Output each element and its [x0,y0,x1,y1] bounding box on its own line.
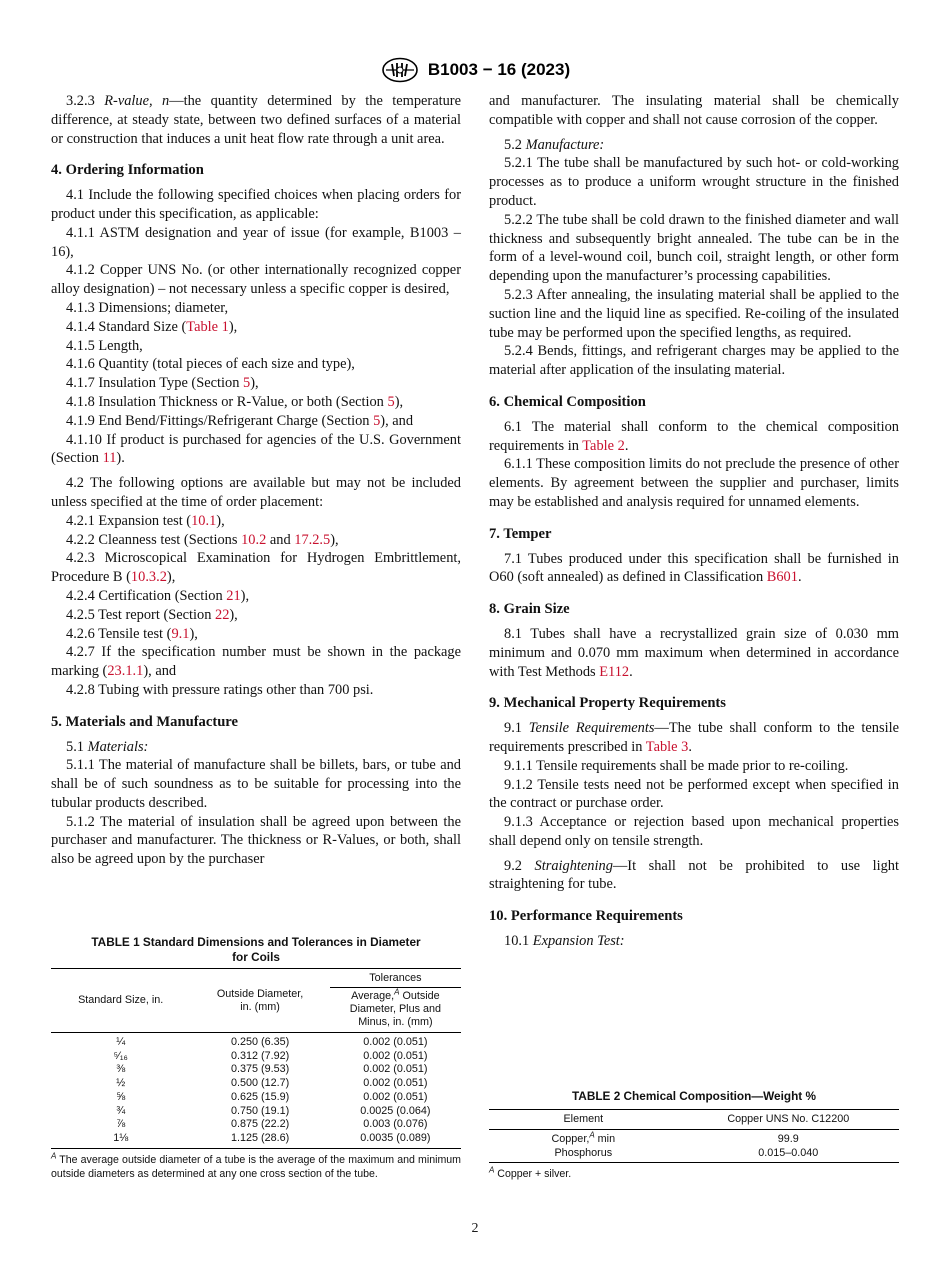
paragraph-text: and manufacturer. The insulating material shall be chemically compatible with copper and shall not cause corrosion of the copper. [489,93,899,128]
paragraph [489,136,899,155]
section-heading: 10. Performance Requirements [489,908,683,925]
paragraph-text: . [629,663,633,680]
table-2-cell-value: 0.015–0.040 [758,1146,819,1159]
table-1-title-line2: for Coils [232,950,280,964]
paragraph [489,719,899,757]
table-1-cell-tol: 0.0025 (0.064) [360,1104,431,1117]
paragraph [51,625,461,644]
table-row [489,1147,899,1163]
cross-reference-link[interactable]: 23.1.1 [107,663,144,680]
paragraph-text: 5.2.2 The tube shall be cold drawn to the finished diameter and wall thickness and subsequently bright annealed. The tube can be in the form of a level-wound coil, bunch coil, straight length, or other form depending upon the manufacturer’s processing capabilities. [489,211,899,285]
paragraph-text: 9.1.1 Tensile requirements shall be made prior to re-coiling. [504,757,849,774]
table-1-cell-od: 0.500 (12.7) [230,1077,290,1090]
section-heading: 5. Materials and Manufacture [51,713,238,730]
cross-reference-link[interactable]: E112 [599,663,630,680]
paragraph [51,412,461,431]
paragraph-text: 4.2 The following options are available but may not be included unless specified at the time of order placement: [51,475,461,510]
table-1 [51,935,461,1181]
paragraph-text: 4.2.8 Tubing with pressure ratings other than 700 psi. [66,681,374,698]
paragraph [51,337,461,356]
element-name: Phosphorus [554,1146,613,1159]
table-2-footnote-text: Copper + silver. [494,1168,572,1181]
paragraph [51,738,461,757]
paragraph [51,186,461,224]
paragraph-text: 4.1.7 Insulation Type (Section [66,375,243,392]
paragraph-text: 7.1 Tubes produced under this specification shall be furnished in O60 (soft annealed) as defined in Classification [489,550,899,586]
italic-term: Tensile Requirements [528,720,655,737]
paragraph-text: 4.2.4 Certification (Section [66,587,227,604]
table-1-title-line1: TABLE 1 Standard Dimensions and Tolerances in Diameter [91,935,421,949]
element-suffix: min [594,1133,616,1145]
cross-reference-link[interactable]: 10.2 [241,531,267,548]
paragraph-text: ), [189,625,198,642]
table-2-cell-element [489,1147,678,1163]
paragraph-text: 5.2.1 The tube shall be manufactured by such hot- or cold-working processes as to produce a uniform wrought structure in the finished product. [489,155,899,209]
paragraph [51,261,461,299]
paragraph [51,606,461,625]
paragraph-text: ), and [143,663,177,680]
paragraph [51,531,461,550]
table-1-cell-size: ¾ [116,1104,126,1117]
paragraph-text: —It shall not be prohibited to use light straightening for tube. [489,857,899,893]
section-heading: 4. Ordering Information [51,162,204,179]
paragraph-text: ), [330,531,339,548]
paragraph-text: ), [394,393,404,410]
paragraph [51,355,461,374]
paragraph-text: 9.1 [504,720,529,737]
table-2-cell-value: 99.9 [777,1133,799,1145]
paragraph [489,776,899,814]
table-1-cell-size: 1⅛ [113,1131,129,1144]
table-2-footnote-ref: A [589,1130,595,1140]
paragraph [51,813,461,869]
table-1-cell-od: 0.875 (22.2) [230,1118,290,1131]
paragraph-text: 4.1.10 If product is purchased for agencies of the U.S. Government (Section [51,431,461,467]
paragraph-text: 10.1 [504,933,533,950]
table-1-col-tolerances: Tolerances [330,969,461,988]
table-1-footnote [51,1153,461,1181]
paragraph-text: . [797,569,802,586]
paragraph-text: 4.1.3 Dimensions; diameter, [66,299,229,316]
section-heading: 8. Grain Size [489,601,570,618]
table-1-col-average-text2: Outside [399,990,440,1002]
table-1-cell-od: 0.250 (6.35) [230,1036,290,1048]
cross-reference-link[interactable]: 5 [243,375,251,392]
italic-term: Expansion Test: [532,933,625,950]
table-1-col-average-line2: Diameter, Plus and [349,1003,441,1015]
paragraph-text: ). [116,450,125,467]
cross-reference-link[interactable]: 5 [373,412,381,429]
italic-term: Manufacture: [525,136,605,153]
cross-reference-link[interactable]: 10.3.2 [130,569,167,586]
table-1-cell-od: 0.312 (7.92) [230,1049,290,1062]
section-heading: 9. Mechanical Property Requirements [489,695,726,712]
italic-term: Materials: [87,738,149,755]
paragraph [51,224,461,262]
paragraph-text: and [266,531,295,548]
paragraph-text: ), [250,375,259,392]
table-1-col-od [190,969,329,1033]
table-1-body [51,1033,461,1149]
table-1-title [51,935,461,965]
cross-reference-link[interactable]: 5 [387,393,395,410]
section-heading: 6. Chemical Composition [489,393,646,410]
table-2-cell-element [489,1130,678,1147]
table-2-col-element: Element [489,1110,678,1130]
table-1-cell-tol: 0.002 (0.051) [363,1036,428,1048]
paragraph [489,625,899,681]
paragraph [51,299,461,318]
paragraph-text: 4.1.2 Copper UNS No. (or other internationally recognized copper alloy designation) – not necessary unless a specific copper is desired, [51,262,461,298]
table-row [51,1063,461,1077]
table-2-footnote-mark: A [489,1165,495,1175]
document-designation: B1003 − 16 (2023) [427,60,571,79]
paragraph-text: 5.2.3 After annealing, the insulating material shall be applied to the suction line and the liquid line as specified. Re-coiling of the insulated tube may be performed upon the specified lengths, as required. [489,286,899,341]
table-1-cell-size: ½ [116,1077,126,1090]
paragraph-text: 4.2.1 Expansion test ( [66,512,192,529]
paragraph [489,932,899,951]
table-1-cell-tol: 0.002 (0.051) [363,1049,428,1062]
paragraph [51,393,461,412]
left-text-column [51,92,461,869]
paragraph-text: ), [166,569,176,586]
cross-reference-link[interactable]: 17.2.5 [294,531,331,548]
table-row [51,1105,461,1119]
paragraph [51,587,461,606]
table-1-footnote-text: The average outside diameter of a tube is the average of the maximum and minimum outside diameters as determined at any one cross section of the tube. [51,1153,461,1180]
table-row [51,1091,461,1105]
paragraph [489,455,899,511]
table-row [51,1132,461,1148]
paragraph-text: 5.2.4 Bends, fittings, and refrigerant charges may be applied to the material after application of the insulating material. [489,343,899,379]
table-1-cell-size: ⅞ [116,1118,126,1131]
paragraph-text: 8.1 Tubes shall have a recrystallized grain size of 0.030 mm minimum and 0.070 mm maximum when determined in accordance with Test Methods [489,625,899,680]
table-1-col-average-line3: Minus, in. (mm) [358,1016,433,1028]
table-2-title: TABLE 2 Chemical Composition—Weight % [571,1089,817,1103]
table-1-col-average [330,988,461,1033]
table-1-grid [51,968,461,1149]
table-row [51,1050,461,1064]
page-number: 2 [471,1221,479,1236]
paragraph-text: 5.1 [66,738,88,755]
table-1-cell-od: 0.625 (15.9) [230,1090,290,1103]
table-1-cell-od: 0.750 (19.1) [230,1104,290,1117]
paragraph-text: 3.2.3 [66,93,105,109]
table-1-cell-size: ⁵⁄₁₆ [113,1049,128,1062]
paragraph-text: 6.1.1 These composition limits do not preclude the presence of other elements. By agreement between the supplier and purchaser, limits may be established and analysis required for unnamed elements. [489,456,899,510]
paragraph-text: 9.1.2 Tensile tests need not be performed except when specified in the contract or purchase order. [489,776,899,812]
paragraph [51,92,461,148]
paragraph [489,342,899,380]
table-1-col-average-text: Average, [351,990,395,1002]
paragraph-text: . [688,738,692,755]
table-1-cell-tol: 0.003 (0.076) [363,1118,428,1131]
paragraph [51,474,461,512]
table-1-cell-size: ⅝ [116,1090,126,1103]
paragraph [489,757,899,776]
table-1-col-od-line1: Outside Diameter, [216,987,304,1000]
paragraph [489,286,899,342]
table-1-cell-od: 0.375 (9.53) [230,1063,290,1076]
paragraph-text: 5.2 [504,136,526,153]
paragraph-text: 4.1.1 ASTM designation and year of issue (for example, B1003 – 16), [51,224,461,260]
paragraph-text: 4.1.5 Length, [66,337,143,354]
paragraph-text: . [624,437,629,454]
paragraph-text: —The tube shall conform to the tensile requirements prescribed in [489,720,899,755]
paragraph-text: ), [228,318,238,335]
table-1-col-od-line2: in. (mm) [240,1000,280,1013]
paragraph-text: 4.2.3 Microscopical Examination for Hydrogen Embrittlement, Procedure B ( [51,550,461,586]
paragraph [489,211,899,286]
paragraph-text: ), [229,606,238,623]
paragraph-text: 4.2.7 If the specification number must be shown in the package marking ( [51,644,461,680]
table-1-cell-tol: 0.002 (0.051) [363,1090,428,1103]
table-1-footnote-ref: A [394,987,400,997]
paragraph-text: 4.1.6 Quantity (total pieces of each size and type), [66,356,355,373]
table-row [51,1118,461,1132]
table-1-col-size: Standard Size, in. [51,969,190,1033]
paragraph [489,92,899,130]
right-text-column [489,92,899,951]
paragraph-text: —the quantity determined by the temperature difference, at steady state, between two defined surfaces of a material or construction that induces a unit heat flow rate through a unit area. [51,93,461,147]
astm-logo-icon [380,57,420,83]
cross-reference-link[interactable]: Table 1 [186,318,229,335]
table-1-col-average-line1 [332,987,459,1003]
paragraph-text: 4.1.8 Insulation Thickness or R-Value, or both (Section [66,393,388,410]
cross-reference-link[interactable]: 22 [215,606,230,623]
paragraph [51,643,461,681]
table-2-col-copper: Copper UNS No. C12200 [678,1110,899,1130]
paragraph [51,756,461,812]
paragraph-text: 9.1.3 Acceptance or rejection based upon mechanical properties shall depend only on tensile strength. [489,814,899,849]
cross-reference-link[interactable]: Table 2 [582,437,625,454]
table-2-body [489,1130,899,1163]
table-2-grid [489,1109,899,1163]
paragraph-text: ), and [380,412,414,429]
paragraph-text: 4.2.5 Test report (Section [66,606,215,623]
paragraph [51,512,461,531]
paragraph-text: 5.1.2 The material of insulation shall be agreed upon between the purchaser and manufacturer. The thickness or R-Values, or both, shall also be agreed upon by the purchaser [51,813,461,868]
paragraph-text: 6.1 The material shall conform to the chemical composition requirements in [489,418,899,454]
page-header [0,56,950,84]
paragraph [51,549,461,587]
paragraph-text: 4.2.6 Tensile test ( [66,625,172,642]
table-row [51,1077,461,1091]
paragraph [51,431,461,469]
table-1-cell-tol: 0.002 (0.051) [363,1063,428,1076]
paragraph-text: 4.1.4 Standard Size ( [66,318,187,335]
table-1-footnote-mark: A [51,1151,57,1161]
paragraph [489,857,899,895]
paragraph-text: ), [240,587,250,604]
cross-reference-link[interactable]: 11 [102,450,117,467]
table-row [489,1130,899,1147]
paragraph-text: 4.1 Include the following specified choices when placing orders for product under this specification, as applicable: [51,187,461,222]
paragraph-text: 4.1.9 End Bend/Fittings/Refrigerant Charge (Section [66,412,374,429]
table-2-footnote [489,1167,899,1181]
paragraph [489,154,899,210]
table-row [51,1033,461,1050]
table-1-cell-tol: 0.002 (0.051) [363,1077,428,1090]
cross-reference-link[interactable]: B601 [766,569,798,586]
paragraph-text: 5.1.1 The material of manufacture shall be billets, bars, or tube and shall be of such soundness as to be suitable for processing into the tubular products described. [51,757,461,811]
italic-term: Straightening [534,857,613,874]
table-2 [489,1089,899,1181]
italic-term: R-value, n [104,93,170,109]
paragraph [489,813,899,851]
paragraph-text: 9.2 [504,857,535,874]
table-1-cell-tol: 0.0035 (0.089) [360,1131,431,1144]
paragraph [489,550,899,588]
cross-reference-link[interactable]: 10.1 [191,512,217,529]
paragraph-text: 4.2.2 Cleanness test (Sections [66,531,242,548]
section-heading: 7. Temper [489,525,552,542]
cross-reference-link[interactable]: 9.1 [171,625,190,642]
table-1-cell-size: ⅜ [116,1063,126,1076]
paragraph-text: ), [216,512,225,529]
table-1-cell-size: ¼ [116,1036,126,1048]
element-name: Copper, [551,1133,590,1145]
paragraph [489,418,899,456]
paragraph [51,681,461,700]
paragraph [51,318,461,337]
cross-reference-link[interactable]: Table 3 [645,738,689,755]
paragraph [51,374,461,393]
cross-reference-link[interactable]: 21 [226,587,241,604]
table-1-cell-od: 1.125 (28.6) [230,1131,290,1144]
